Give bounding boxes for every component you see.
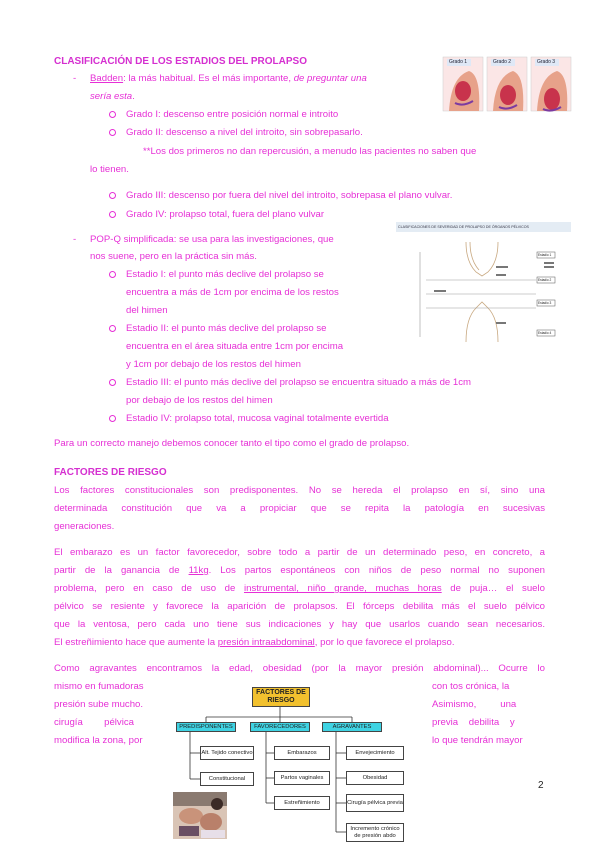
badden-link[interactable]: Badden: [90, 73, 124, 84]
p3-right-2: Asimismo, una: [432, 699, 517, 710]
diagram-leaf-node: Partos vaginales: [274, 771, 330, 785]
p2-underlined: instrumental, niño grande, muchas horas: [243, 583, 442, 594]
popq-line-2: nos suene, pero en la práctica sin más.: [90, 251, 257, 262]
badden-text: : la más habitual. Es el más importante,: [123, 73, 294, 84]
diagram-leaf-node: Obesidad: [346, 771, 404, 785]
estadio-1-l1: Estadio I: el punto más declive del prolapso se: [126, 269, 324, 280]
p2-underlined: presión intraabdominal: [217, 637, 315, 648]
grado-2: Grado II: descenso a nivel del introito, sin sobrepasarlo.: [126, 127, 363, 138]
p2-line-3: [54, 582, 545, 597]
estadio-3-l1: Estadio III: el punto más declive del prolapso se encuentra situado a más de 1cm: [126, 377, 472, 388]
p3-right-4: lo que tendrán mayor: [432, 735, 523, 746]
popq-figure-title: CLASIFICACIONES DE SEVERIDAD DE PROLAPSO DE ÓRGANOS PÉLVICOS: [398, 225, 529, 229]
grado-4: Grado IV: prolapso total, fuera del plano vulvar: [126, 209, 325, 220]
list-item: [109, 108, 116, 123]
p2-text: . Los partos espontáneos con niños de peso normal no suponen: [208, 565, 545, 576]
grade-label: Grado 2: [493, 59, 512, 65]
p1-line-1: Los factores constitucionales son predisponentes. No se hereda el prolapso en sí, sino una: [54, 485, 545, 496]
grado-1: Grado I: descenso entre posición normal e introito: [126, 109, 339, 120]
page-number: 2: [538, 780, 544, 791]
list-item: [109, 376, 116, 391]
p2-text: problema, pero en caso de uso de: [54, 583, 244, 594]
p3-left-1: mismo en fumadoras: [54, 681, 144, 692]
popq-stage-label: Estadio 3: [538, 301, 552, 305]
diagram-leaf-node: Incremento crónico de presión abdo: [346, 823, 404, 842]
badden-italic-2: sería esta: [90, 91, 133, 102]
estadio-4: Estadio IV: prolapso total, mucosa vaginal totalmente evertida: [126, 413, 389, 424]
diagram-root-node: FACTORES DE RIESGO: [252, 687, 310, 707]
popq-stage-label: Estadio 1: [538, 253, 552, 257]
list-item: [109, 189, 116, 204]
p2-text: El estreñimiento hace que aumente la: [54, 637, 218, 648]
estadio-2-l1: Estadio II: el punto más declive del prolapso se: [126, 323, 327, 334]
popq-stage-label: Estadio 2: [538, 278, 552, 282]
list-item: [109, 268, 116, 283]
list-item: [109, 126, 116, 141]
grade-label: Grado 3: [537, 59, 556, 65]
estadio-2-l3: y 1cm por debajo de los restos del himen: [126, 359, 301, 370]
p3-left-4: modifica la zona, por: [54, 735, 143, 746]
dash-bullet: -: [73, 234, 77, 245]
note-line-2: lo tienen.: [90, 164, 129, 175]
p2-line-6: [54, 636, 455, 651]
grado-3: Grado III: descenso por fuera del nivel del introito, sobrepasa el plano vulvar.: [126, 190, 453, 201]
diagram-leaf-node: Envejecimiento: [346, 746, 404, 760]
p2-line-4: pélvico se resiente y favorece la aparición de prolapsos. El fórceps debilita más el suelo pélvico: [54, 601, 545, 612]
p2-line-5: que la ventosa, pero cada uno tiene sus indicaciones y hay que usarlos cuando sean necesarios.: [54, 619, 545, 630]
prolapse-grades-figure: [441, 55, 573, 113]
grade-label: Grado 1: [449, 59, 468, 65]
badden-end: .: [132, 91, 135, 102]
p3-left-3: cirugía pélvica: [54, 717, 134, 728]
diagram-leaf-node: Cirugía pélvica previa: [346, 794, 404, 812]
p3-right-1: con tos crónica, la: [432, 681, 510, 692]
p2-text: de puja… el suelo: [441, 583, 545, 594]
p3-right-3: previa debilita y: [432, 717, 515, 728]
section-title-factores: FACTORES DE RIESGO: [54, 467, 167, 478]
p2-text: partir de la ganancia de: [54, 565, 189, 576]
dash-bullet: -: [73, 73, 77, 84]
popq-figure: [396, 222, 571, 347]
diagram-cat-node: PREDISPONENTES: [176, 722, 236, 732]
p2-text: , por lo que favorece el prolapso.: [314, 637, 455, 648]
popq-stage-label: Estadio 4: [538, 331, 552, 335]
popq-line-1: POP-Q simplificada: se usa para las investigaciones, que: [90, 234, 334, 245]
p1-line-2: determinada constitución que va a propiciar que se repita la patología en sucesivas: [54, 503, 545, 514]
diagram-leaf-node: Embarazos: [274, 746, 330, 760]
diagram-cat-node: AGRAVANTES: [322, 722, 382, 732]
exercise-photo: [173, 792, 227, 839]
list-item: [109, 412, 116, 427]
p1-line-3: generaciones.: [54, 521, 115, 532]
p3-line-1: Como agravantes encontramos la edad, obesidad (por la mayor presión abdominal)... Ocurre lo: [54, 663, 545, 674]
p2-line-2: [54, 564, 545, 579]
diagram-cat-node: FAVORECEDORES: [250, 722, 310, 732]
closing-line: Para un correcto manejo debemos conocer tanto el tipo como el grado de prolapso.: [54, 438, 410, 449]
diagram-leaf-node: Alt. Tejido conectivo: [200, 746, 254, 760]
estadio-1-l2: encuentra a más de 1cm por encima de los restos: [126, 287, 339, 298]
p3-left-2: presión sube mucho.: [54, 699, 144, 710]
diagram-leaf-node: Constitucional: [200, 772, 254, 786]
estadio-1-l3: del himen: [126, 305, 168, 316]
list-item: [109, 208, 116, 223]
list-item: [109, 322, 116, 337]
badden-line-2: [90, 90, 135, 105]
estadio-3-l2: por debajo de los restos del himen: [126, 395, 273, 406]
estadio-2-l2: encuentra en el área situada entre 1cm por encima: [126, 341, 344, 352]
note-line-1: **Los dos primeros no dan repercusión, a menudo las pacientes no saben que: [143, 146, 477, 157]
section-title-clasificacion: CLASIFICACIÓN DE LOS ESTADIOS DEL PROLAPSO: [54, 56, 307, 67]
badden-line: [90, 72, 367, 87]
p2-line-1: El embarazo es un factor favorecedor, sobre todo a partir de un determinado peso, en concreto, a: [54, 547, 545, 558]
badden-italic: de preguntar una: [293, 73, 367, 84]
p2-underlined: 11kg: [188, 565, 209, 576]
diagram-leaf-node: Estreñimiento: [274, 796, 330, 810]
